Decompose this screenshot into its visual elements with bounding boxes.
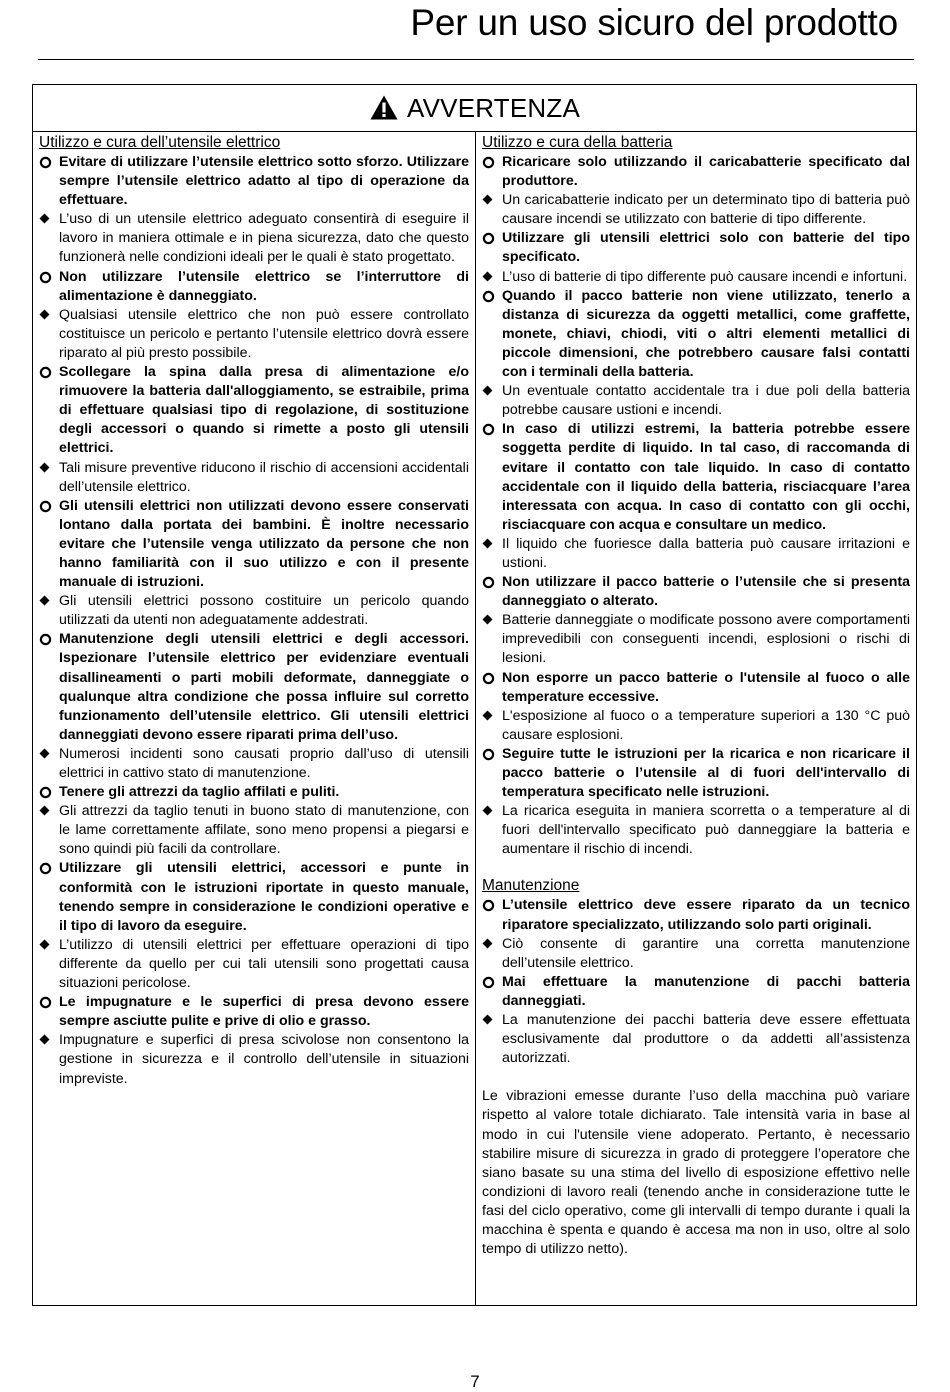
section-title-battery: Utilizzo e cura della batteria bbox=[482, 134, 673, 151]
explanation-item bbox=[39, 802, 469, 859]
explanation-item bbox=[482, 802, 910, 859]
item-text: Gli attrezzi da taglio tenuti in buono stato di manutenzione, con le lame correttamente affilate, sono meno propensi a piegarsi e sono quindi più facili da controllare. bbox=[59, 803, 469, 858]
item-text: Qualsiasi utensile elettrico che non può essere controllato costituisce un pericolo e pertanto l’utensile elettrico dovrà essere riparato al più presto possibile. bbox=[59, 306, 469, 361]
rule-bullet-icon bbox=[482, 229, 500, 248]
rule-bullet-icon bbox=[39, 859, 57, 878]
diamond-bullet-icon bbox=[482, 382, 500, 401]
item-text: Utilizzare gli utensili elettrici, accessori e punte in conformità con le istruzioni riportate in questo manuale, tenendo sempre in considerazione le condizioni operative e il tipo di lavoro da eseguire. bbox=[59, 860, 469, 934]
safety-rule-item bbox=[482, 896, 910, 934]
diamond-bullet-icon bbox=[39, 210, 57, 229]
item-text: Non utilizzare l’utensile elettrico se l’interruttore di alimentazione è danneggiato. bbox=[59, 268, 469, 304]
safety-rule-item bbox=[482, 973, 910, 1011]
title-divider bbox=[38, 59, 914, 60]
item-text: La manutenzione dei pacchi batteria deve essere effettuata esclusivamente dal produttore o da addetti all’assistenza autorizzati. bbox=[502, 1012, 910, 1067]
item-text: L’uso di batterie di tipo differente può causare incendi e infortuni. bbox=[502, 268, 908, 285]
explanation-item bbox=[482, 268, 910, 287]
diamond-bullet-icon bbox=[39, 745, 57, 764]
diamond-bullet-icon bbox=[39, 592, 57, 611]
item-text: L’utilizzo di utensili elettrici per effettuare operazioni di tipo differente da quello per cui tali utensili sono progettati causa situazioni pericolose. bbox=[59, 936, 469, 992]
item-text: Scollegare la spina dalla presa di alimentazione e/o rimuovere la batteria dall'alloggiamento, se estraibile, prima di effettuare qualsiasi tipo di regolazione, di sostituzione degli accessori o quando si rimette a posto gli utensili elettrici. bbox=[59, 364, 469, 457]
diamond-bullet-icon bbox=[482, 935, 500, 954]
item-text: Seguire tutte le istruzioni per la ricarica e non ricaricare il pacco batterie o l’utensile al di fuori dell'intervallo di temperatura specificato nelle istruzioni. bbox=[502, 745, 910, 801]
safety-rule-item bbox=[482, 420, 910, 535]
safety-rule-item bbox=[482, 229, 910, 267]
vibration-note: Le vibrazioni emesse durante l’uso della macchina può variare rispetto al valore totale dichiarato. Tale intensità varia in base al modo in cui l'utensile viene adoperato. Pertanto, è necessario stabilire misure di sicurezza in grado di proteggere l’operatore che siano basate su una stima del livello di esposizione effettivo nelle condizioni di lavoro reali (tenendo anche in considerazione tutte le fasi del ciclo operativo, come gli intervalli di tempo durante i quali la macchina è spenta e quando è accesa ma non in uso, oltre al solo tempo di utilizzo netto). bbox=[482, 1088, 910, 1258]
item-text: L’uso di un utensile elettrico adeguato consentirà di eseguire il lavoro in maniera ottimale e in piena sicurezza, dato che questo funzionerà nelle condizioni ideali per le quali è stato progettato. bbox=[59, 211, 469, 266]
diamond-bullet-icon bbox=[482, 611, 500, 630]
item-text: Non esporre un pacco batterie o l'utensile al fuoco o alle temperature eccessive. bbox=[502, 669, 910, 705]
rule-bullet-icon bbox=[39, 268, 57, 287]
rule-bullet-icon bbox=[39, 363, 57, 382]
diamond-bullet-icon bbox=[482, 1011, 500, 1030]
safety-rule-item bbox=[482, 287, 910, 382]
explanation-item bbox=[39, 592, 469, 630]
diamond-bullet-icon bbox=[39, 1031, 57, 1050]
item-text: Mai effettuare la manutenzione di pacchi batteria danneggiati. bbox=[502, 973, 910, 1009]
item-text: L’utensile elettrico deve essere riparato da un tecnico riparatore specializzato, utilizzando solo parti originali. bbox=[502, 897, 910, 933]
diamond-bullet-icon bbox=[482, 802, 500, 821]
explanation-item bbox=[39, 936, 469, 993]
rule-bullet-icon bbox=[39, 630, 57, 649]
rule-bullet-icon bbox=[482, 745, 500, 764]
section-title-tool-use: Utilizzo e cura dell’utensile elettrico bbox=[39, 134, 281, 151]
explanation-item bbox=[482, 611, 910, 668]
item-text: Evitare di utilizzare l’utensile elettrico sotto sforzo. Utilizzare sempre l’utensile elettrico adatto al tipo di operazione da effettuare. bbox=[59, 154, 469, 209]
page-title: Per un uso sicuro del prodotto bbox=[410, 2, 898, 43]
explanation-item bbox=[482, 382, 910, 420]
item-text: Ricaricare solo utilizzando il caricabatterie specificato dal produttore. bbox=[502, 154, 910, 190]
safety-rule-item bbox=[39, 859, 469, 935]
right-column bbox=[476, 131, 916, 1305]
diamond-bullet-icon bbox=[39, 306, 57, 325]
safety-rule-item bbox=[482, 153, 910, 191]
explanation-item bbox=[482, 191, 910, 229]
explanation-item bbox=[39, 745, 469, 783]
item-text: Gli utensili elettrici non utilizzati devono essere conservati lontano dalla portata dei bambini. È inoltre necessario evitare che l’utensile venga utilizzato da persone che non hanno familiarità con il suo utilizzo e con il presente manuale di istruzioni. bbox=[59, 497, 469, 591]
item-text: Manutenzione degli utensili elettrici e degli accessori. Ispezionare l’utensile elettrico per evidenziare eventuali disallineamenti o parti mobili deformate, danneggiate o qualunque altra condizione che possa influire sul corretto funzionamento dell’utensile elettrico. Gli utensili elettrici danneggiati devono essere riparati prima dell’uso. bbox=[59, 631, 469, 743]
diamond-bullet-icon bbox=[482, 268, 500, 287]
left-column bbox=[33, 131, 476, 1305]
diamond-bullet-icon bbox=[39, 936, 57, 955]
explanation-item bbox=[39, 306, 469, 363]
item-text: Utilizzare gli utensili elettrici solo con batterie del tipo specificato. bbox=[502, 230, 910, 266]
explanation-item bbox=[39, 459, 469, 497]
explanation-item bbox=[39, 210, 469, 267]
rule-bullet-icon bbox=[39, 497, 57, 516]
diamond-bullet-icon bbox=[482, 191, 500, 210]
section-title-maintenance: Manutenzione bbox=[482, 877, 580, 895]
item-text: Tenere gli attrezzi da taglio affilati e puliti. bbox=[59, 784, 340, 801]
item-text: Tali misure preventive riducono il rischio di accensioni accidentali dell’utensile elettrico. bbox=[59, 459, 469, 495]
item-text: La ricarica eseguita in maniera scorretta o a temperature al di fuori dell'intervallo specificato può danneggiare la batteria e aumentare il rischio di incendi. bbox=[502, 803, 910, 858]
safety-rule-item bbox=[39, 993, 469, 1031]
safety-rule-item bbox=[482, 573, 910, 611]
rule-bullet-icon bbox=[482, 573, 500, 592]
item-text: Le impugnature e le superfici di presa devono essere sempre asciutte pulite e prive di olio e grasso. bbox=[59, 994, 469, 1030]
safety-rule-item bbox=[39, 630, 469, 745]
safety-rule-item bbox=[39, 153, 469, 210]
warning-label: AVVERTENZA bbox=[407, 92, 580, 123]
safety-rule-item bbox=[39, 363, 469, 458]
diamond-bullet-icon bbox=[482, 535, 500, 554]
tool-use-list bbox=[39, 153, 469, 1089]
safety-rule-item bbox=[482, 669, 910, 707]
item-text: Non utilizzare il pacco batterie o l’utensile che si presenta danneggiato o alterato. bbox=[502, 574, 910, 610]
item-text: Quando il pacco batterie non viene utilizzato, tenerlo a distanza di sicurezza da oggetti metallici, come graffette, monete, chiavi, chiodi, viti o altri elementi metallici di piccole dimensioni, che potrebbero causare falsi contatti con i terminali della batteria. bbox=[502, 287, 910, 381]
explanation-item bbox=[482, 707, 910, 745]
maintenance-list bbox=[482, 896, 910, 1068]
item-text: Un eventuale contatto accidentale tra i due poli della batteria potrebbe causare ustioni e incendi. bbox=[502, 383, 910, 419]
item-text: Ciò consente di garantire una corretta manutenzione dell’utensile elettrico. bbox=[502, 935, 910, 971]
rule-bullet-icon bbox=[482, 896, 500, 915]
warning-header bbox=[33, 85, 916, 132]
item-text: Il liquido che fuoriesce dalla batteria può causare irritazioni e ustioni. bbox=[502, 535, 910, 571]
rule-bullet-icon bbox=[482, 287, 500, 306]
battery-list bbox=[482, 153, 910, 859]
explanation-item bbox=[482, 535, 910, 573]
warning-triangle-icon bbox=[369, 94, 399, 121]
rule-bullet-icon bbox=[39, 783, 57, 802]
rule-bullet-icon bbox=[482, 669, 500, 688]
diamond-bullet-icon bbox=[482, 707, 500, 726]
explanation-item bbox=[482, 1011, 910, 1068]
item-text: Gli utensili elettrici possono costituire un pericolo quando utilizzati da utenti non adeguatamente addestrati. bbox=[59, 593, 469, 629]
page-number: 7 bbox=[470, 1372, 480, 1391]
item-text: In caso di utilizzi estremi, la batteria potrebbe essere soggetta perdite di liquido. In tal caso, di raccomanda di evitare il contatto con tale liquido. In caso di contatto accidentale con il liquido della batteria, risciacquare l’area interessata con acqua. In caso di contatto con gli occhi, risciacquare con acqua e consultare un medico. bbox=[502, 421, 910, 533]
safety-rule-item bbox=[39, 268, 469, 306]
item-text: Numerosi incidenti sono causati proprio dall’uso di utensili elettrici in cattivo stato di manutenzione. bbox=[59, 745, 469, 781]
rule-bullet-icon bbox=[482, 153, 500, 172]
item-text: Un caricabatterie indicato per un determinato tipo di batteria può causare incendi se utilizzato con batterie di tipo differente. bbox=[502, 192, 910, 228]
rule-bullet-icon bbox=[39, 153, 57, 172]
item-text: L'esposizione al fuoco o a temperature superiori a 130 °C può causare esplosioni. bbox=[502, 707, 910, 743]
safety-rule-item bbox=[39, 497, 469, 592]
rule-bullet-icon bbox=[482, 973, 500, 992]
warning-box bbox=[32, 84, 917, 1306]
explanation-item bbox=[482, 935, 910, 973]
diamond-bullet-icon bbox=[39, 459, 57, 478]
rule-bullet-icon bbox=[39, 993, 57, 1012]
safety-rule-item bbox=[39, 783, 469, 802]
safety-rule-item bbox=[482, 745, 910, 802]
item-text: Impugnature e superfici di presa scivolose non consentono la gestione in sicurezza e il controllo dell’utensile in situazioni impreviste. bbox=[59, 1032, 469, 1087]
item-text: Batterie danneggiate o modificate possono avere comportamenti imprevedibili con conseguenti incendi, esplosioni o rischi di lesioni. bbox=[502, 612, 910, 667]
rule-bullet-icon bbox=[482, 420, 500, 439]
explanation-item bbox=[39, 1031, 469, 1088]
diamond-bullet-icon bbox=[39, 802, 57, 821]
